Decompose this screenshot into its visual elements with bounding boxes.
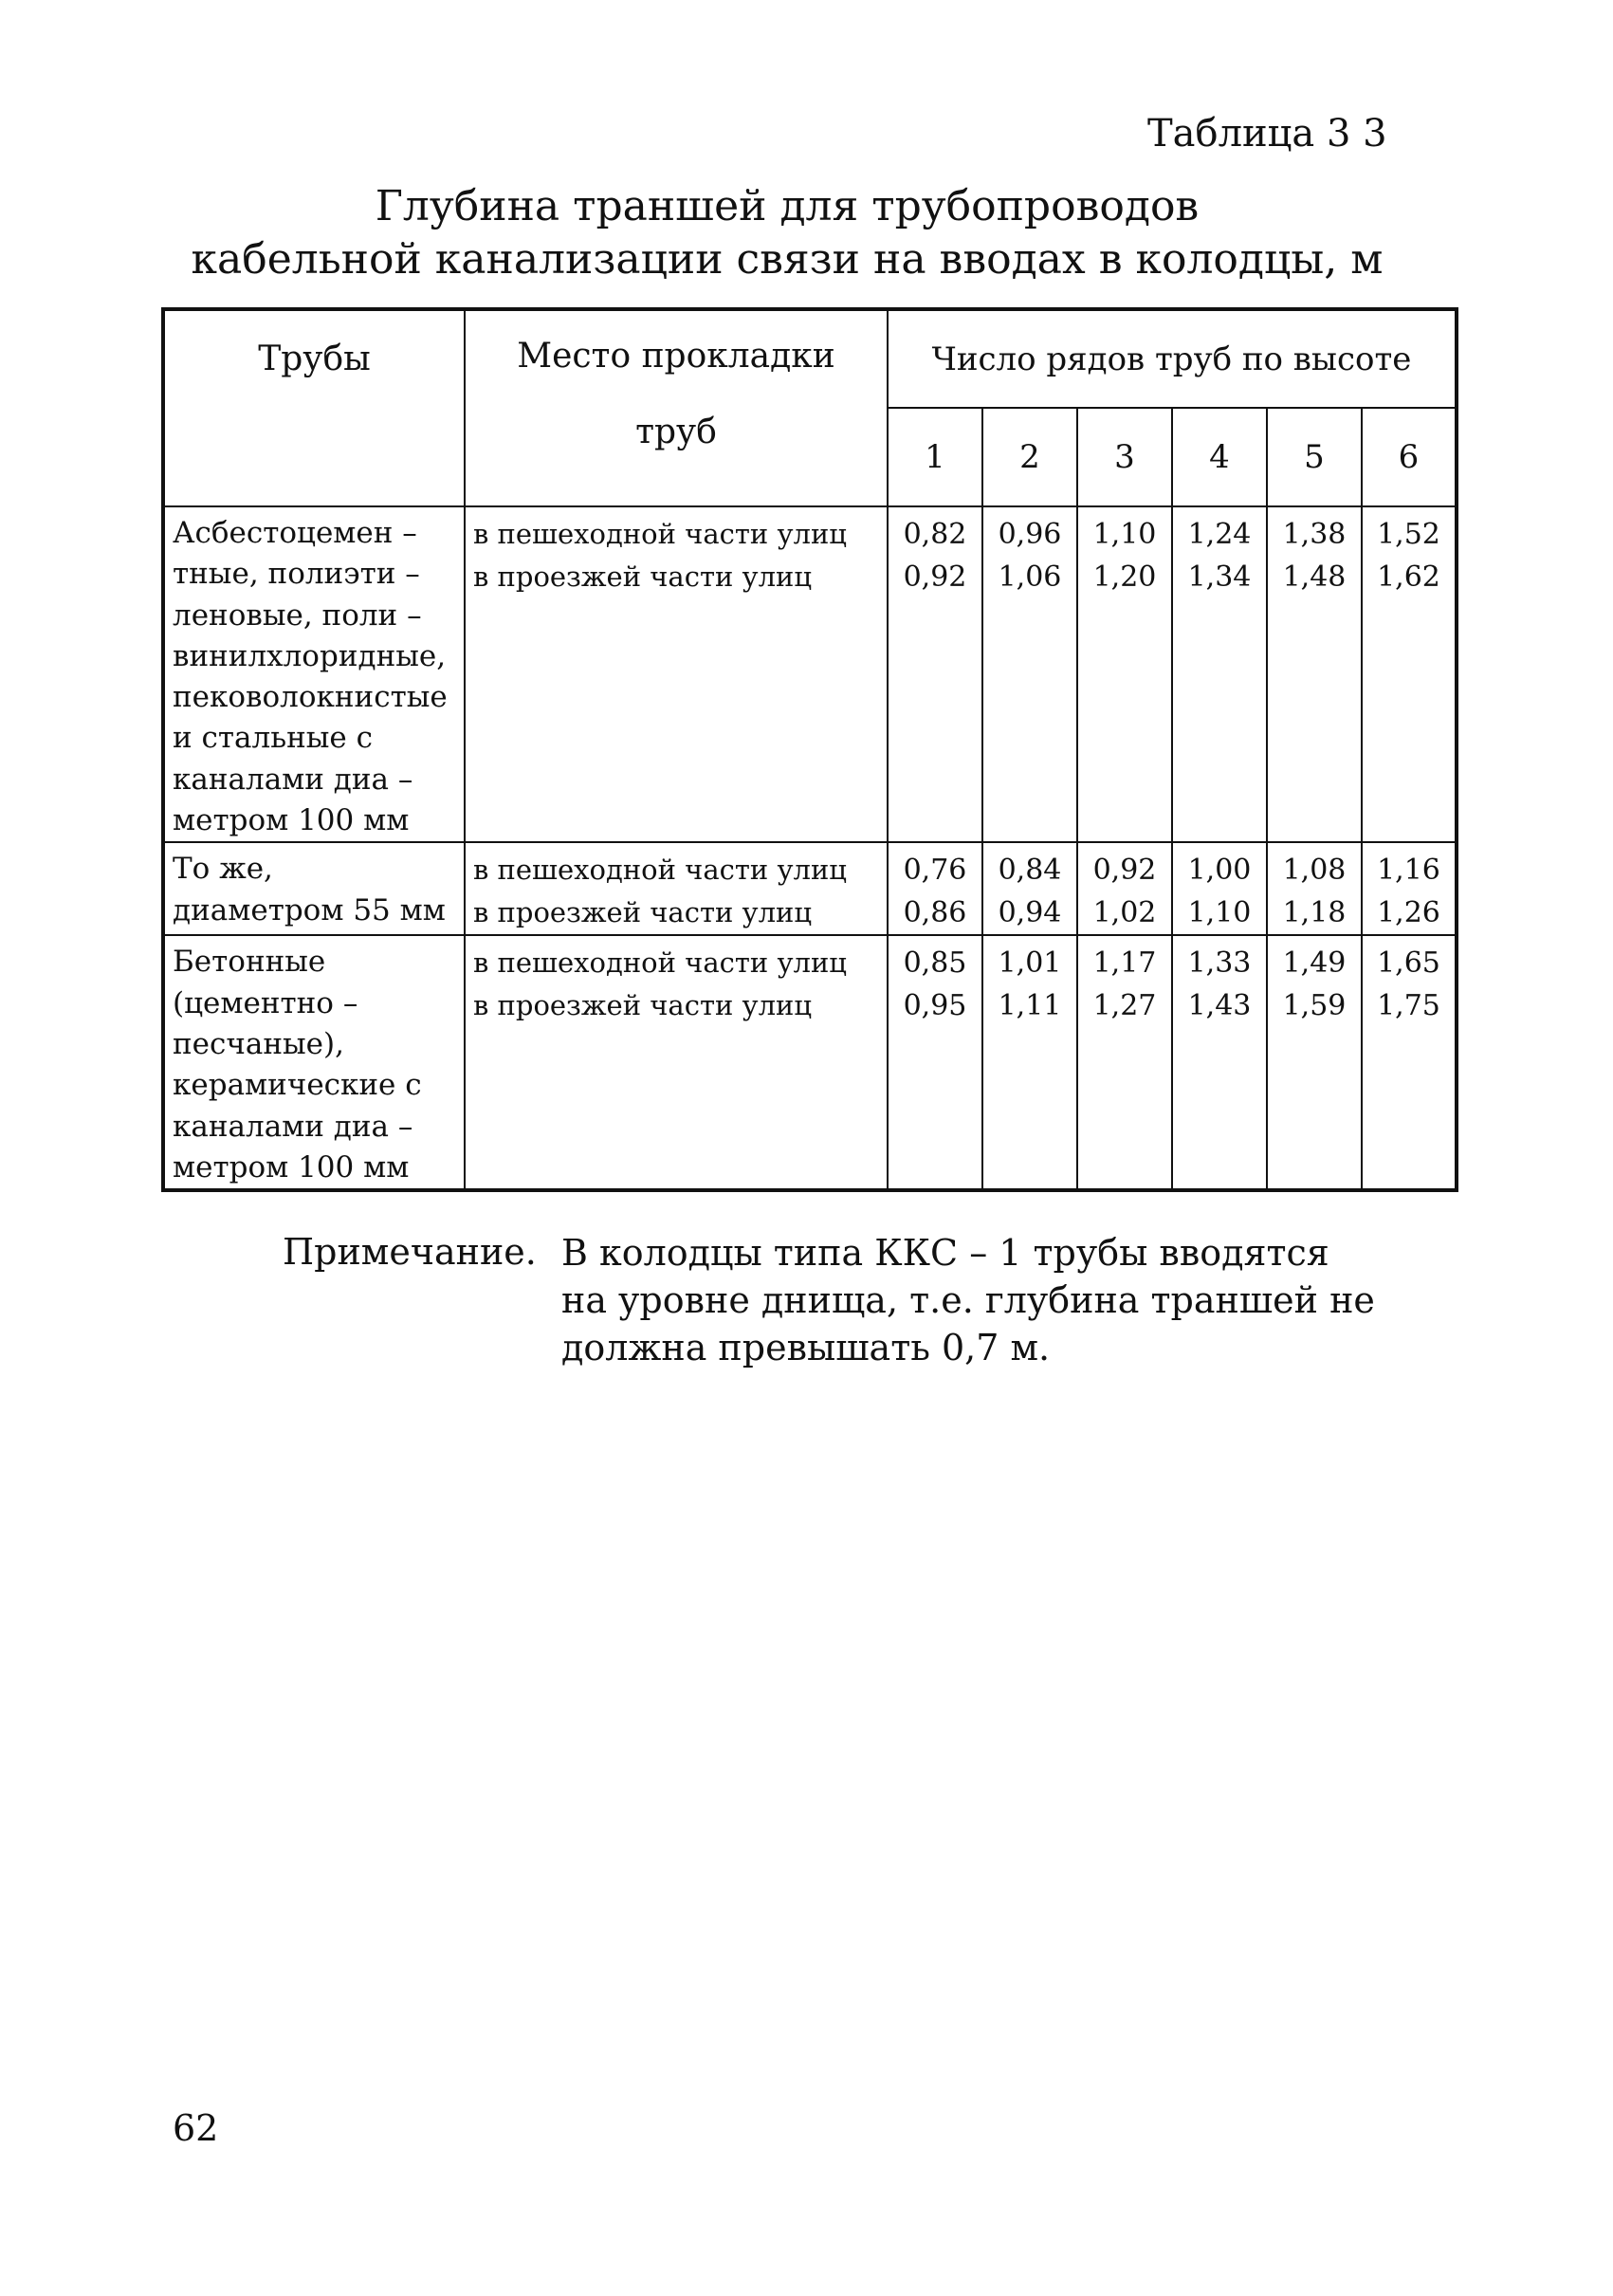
depth-table <box>161 307 1458 1192</box>
value: 1,20 <box>1092 560 1157 594</box>
pipe-text: тные, полиэти – <box>173 557 420 592</box>
value: 1,01 <box>998 946 1062 981</box>
header-pipes: Трубы <box>163 309 465 506</box>
place-text: в проезжей части улиц <box>473 896 813 929</box>
value-cell <box>888 842 982 935</box>
pipe-text: и стальные с <box>173 721 373 756</box>
pipe-text: винилхлоридные, <box>173 638 447 673</box>
value-cell <box>1362 842 1457 935</box>
value: 1,02 <box>1092 896 1157 930</box>
place-text: в проезжей части улиц <box>473 560 813 593</box>
value: 1,10 <box>1187 896 1252 930</box>
pipe-type-cell <box>163 842 465 935</box>
pipe-text: песчаные), <box>173 1026 344 1061</box>
pipe-text: пековолокнистые <box>173 680 448 715</box>
header-row-count: Число рядов труб по высоте <box>888 309 1457 408</box>
header-place-line-2: труб <box>635 413 717 451</box>
note-line-2: на уровне днища, т.е. глубина траншей не <box>561 1279 1375 1321</box>
value-cell <box>1172 935 1267 1190</box>
pipe-text: керамические с <box>173 1068 422 1103</box>
pipe-type-cell <box>163 935 465 1190</box>
value: 1,43 <box>1187 989 1252 1023</box>
header-row-4: 4 <box>1172 408 1267 506</box>
value: 1,00 <box>1187 854 1252 888</box>
value: 1,48 <box>1282 560 1347 594</box>
pipe-text: каналами диа – <box>173 762 413 797</box>
value-cell <box>1077 935 1172 1190</box>
pipe-text: леновые, поли – <box>173 597 422 633</box>
note-line-1: В колодцы типа ККС – 1 трубы вводятся <box>561 1232 1329 1274</box>
value: 1,08 <box>1282 854 1347 888</box>
value: 1,52 <box>1377 518 1440 551</box>
value: 1,38 <box>1282 518 1347 551</box>
value: 0,94 <box>998 896 1062 930</box>
place-cell <box>465 506 888 842</box>
value-cell <box>1362 506 1457 842</box>
value: 1,27 <box>1092 989 1157 1023</box>
value-cell <box>1362 935 1457 1190</box>
header-row-2: 2 <box>982 408 1077 506</box>
value: 1,65 <box>1377 946 1440 981</box>
title-line-1: Глубина траншей для трубопроводов <box>375 182 1200 230</box>
value: 0,92 <box>1092 854 1157 888</box>
place-text: в пешеходной части улиц <box>473 854 847 887</box>
value: 1,11 <box>998 989 1062 1023</box>
value-cell <box>982 506 1077 842</box>
value: 1,34 <box>1187 560 1252 594</box>
header-row-6: 6 <box>1362 408 1457 506</box>
header-row-3: 3 <box>1077 408 1172 506</box>
value-cell <box>1077 506 1172 842</box>
value-cell <box>888 506 982 842</box>
pipe-text: То же, <box>173 852 273 887</box>
value: 1,62 <box>1377 560 1440 594</box>
value: 1,59 <box>1282 989 1347 1023</box>
value-cell <box>982 842 1077 935</box>
place-text: в пешеходной части улиц <box>473 946 847 980</box>
page-number: 62 <box>173 2107 219 2149</box>
value: 0,85 <box>903 946 967 981</box>
pipe-type-cell <box>163 506 465 842</box>
pipe-text: диаметром 55 мм <box>173 892 446 928</box>
value: 0,82 <box>903 518 967 551</box>
value: 1,10 <box>1092 518 1157 551</box>
value-cell <box>888 935 982 1190</box>
header-place-line-1: Место прокладки <box>517 337 835 376</box>
value-cell <box>1267 935 1362 1190</box>
value: 1,49 <box>1282 946 1347 981</box>
value: 0,84 <box>998 854 1062 888</box>
note-line-3: должна превышать 0,7 м. <box>561 1327 1051 1368</box>
value: 0,95 <box>903 989 967 1023</box>
pipe-text: каналами диа – <box>173 1109 413 1144</box>
note-label: Примечание. <box>283 1231 537 1273</box>
table-row <box>163 935 1457 1190</box>
value: 0,76 <box>903 854 967 888</box>
place-text: в пешеходной части улиц <box>473 518 847 550</box>
value: 1,17 <box>1092 946 1157 981</box>
value: 1,24 <box>1187 518 1252 551</box>
header-row-1: 1 <box>888 408 982 506</box>
value-cell <box>1267 506 1362 842</box>
pipe-text: метром 100 мм <box>173 1149 410 1185</box>
table-title <box>152 180 1422 286</box>
value-cell <box>1172 842 1267 935</box>
pipe-text: Бетонные <box>173 945 326 980</box>
value: 0,92 <box>903 560 967 594</box>
place-cell <box>465 842 888 935</box>
value: 0,96 <box>998 518 1062 551</box>
value: 1,16 <box>1377 854 1440 888</box>
table-number: Таблица 3 3 <box>1147 112 1387 156</box>
pipe-text: (цементно – <box>173 985 358 1020</box>
value: 1,26 <box>1377 896 1440 930</box>
pipe-text: метром 100 мм <box>173 803 410 838</box>
place-cell <box>465 935 888 1190</box>
value-cell <box>982 935 1077 1190</box>
value: 1,18 <box>1282 896 1347 930</box>
title-line-2: кабельной канализации связи на вводах в колодцы, м <box>191 235 1384 284</box>
value: 1,33 <box>1187 946 1252 981</box>
value-cell <box>1077 842 1172 935</box>
pipe-text: Асбестоцемен – <box>173 516 417 550</box>
value-cell <box>1172 506 1267 842</box>
note-text <box>561 1229 1415 1371</box>
place-text: в проезжей части улиц <box>473 989 813 1022</box>
value: 0,86 <box>903 896 967 930</box>
value: 1,06 <box>998 560 1062 594</box>
value: 1,75 <box>1377 989 1440 1023</box>
header-row-5: 5 <box>1267 408 1362 506</box>
value-cell <box>1267 842 1362 935</box>
header-place <box>465 309 888 506</box>
table-row <box>163 842 1457 935</box>
table-row <box>163 506 1457 842</box>
